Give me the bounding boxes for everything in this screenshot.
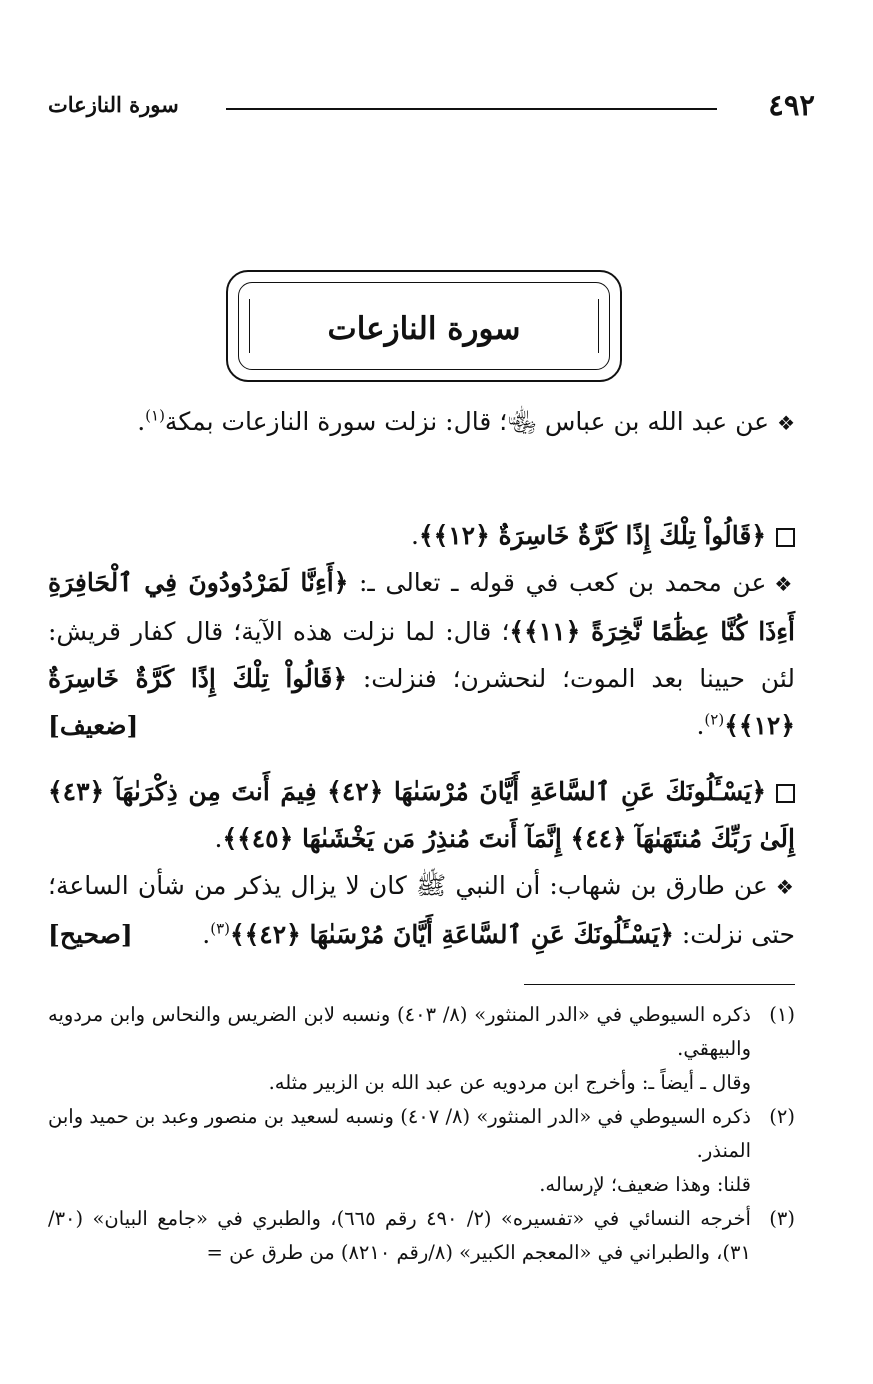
main-text [48, 398, 795, 447]
footnote-1 [48, 998, 795, 1100]
verse-block-1: ﴿قَالُواْ تِلْكَ إِذًا كَرَّةٌ خَاسِرَةٌ ﴿١٢﴾﴾. [48, 512, 795, 559]
footnote-line: أخرجه النسائي في «تفسيره» (٢/ ٤٩٠ رقم ٦٦٥)، والطبري في «جامع البيان» (٣٠/ ٣١)، والطبراني في «المعجم الكبير» (٨/رقم ٨٢١٠) من طرق عن = [48, 1207, 751, 1264]
page-number: ٤٩٢ [768, 88, 815, 122]
diamond-bullet-icon: ❖ [777, 411, 795, 435]
grade-label: [ضعيف] [48, 711, 139, 740]
footnote-ref-2: (٢) [704, 710, 725, 729]
footnote-line: وقال ـ أيضاً ـ: وأخرج ابن مردويه عن عبد الله بن الزبير مثله. [268, 1071, 751, 1094]
main-text-2 [48, 512, 795, 749]
title-frame [226, 270, 622, 382]
footnote-line: ذكره السيوطي في «الدر المنثور» (٨/ ٤٠٧) ونسبه لسعيد بن منصور وعبد بن حميد وابن المنذر. [48, 1105, 751, 1162]
main-text-3 [48, 768, 795, 958]
diamond-bullet-icon: ❖ [774, 572, 795, 596]
footnote-3 [48, 1202, 795, 1270]
diamond-bullet-icon: ❖ [775, 875, 795, 899]
square-bullet-icon [776, 528, 795, 547]
footnote-line: ذكره السيوطي في «الدر المنثور» (٨/ ٤٠٣) ونسبه لابن الضريس والنحاس وابن مردويه والبيهقي. [48, 1003, 751, 1060]
footnote-number: (٣) [769, 1207, 795, 1230]
surah-title: سورة النازعات [327, 311, 521, 347]
footnote-number: (١) [769, 1003, 795, 1026]
running-header [48, 90, 815, 130]
footnote-line: قلنا: وهذا ضعيف؛ لإرساله. [539, 1173, 751, 1196]
hadith-paragraph-3: ❖عن طارق بن شهاب: أن النبي ﷺ كان لا يزال يذكر من شأن الساعة؛ حتى نزلت: ﴿يَسْـَٔلُونَكَ عَنِ ٱلسَّاعَةِ أَيَّانَ مُرْسَىٰهَا ﴿٤٢﴾﴾$^{(٣)}$. [صحيح] [48, 862, 795, 958]
grade-label: [صحيح] [48, 920, 133, 949]
verse-block-2: ﴿يَسْـَٔلُونَكَ عَنِ ٱلسَّاعَةِ أَيَّانَ مُرْسَىٰهَا ﴿٤٢﴾ فِيمَ أَنتَ مِن ذِكْرَىٰهَآ ﴿٤٣﴾ إِلَىٰ رَبِّكَ مُنتَهَىٰهَآ ﴿٤٤﴾ إِنَّمَآ أَنتَ مُنذِرُ مَن يَخْشَىٰهَا ﴿٤٥﴾﴾. [48, 777, 795, 853]
footnote-separator [524, 984, 795, 985]
footnote-ref-1: (١) [145, 406, 165, 425]
footnotes [48, 998, 795, 1270]
header-rule [226, 108, 717, 110]
footnote-number: (٢) [769, 1105, 795, 1128]
footnote-2 [48, 1100, 795, 1202]
quran-verse: ﴿يَسْـَٔلُونَكَ عَنِ ٱلسَّاعَةِ أَيَّانَ مُرْسَىٰهَا ﴿٤٢﴾﴾ [229, 920, 674, 949]
title-frame-inner [238, 282, 610, 370]
quran-verse: ﴿أَءِنَّا لَمَرْدُودُونَ فِي ٱلْحَافِرَةِ أَءِذَا كُنَّا عِظَٰمًا نَّخِرَةً ﴿١١﴾﴾ [48, 568, 795, 646]
square-bullet-icon [776, 784, 795, 803]
quran-verse: ﴿قَالُواْ تِلْكَ إِذًا كَرَّةٌ خَاسِرَةٌ ﴿١٢﴾﴾ [418, 521, 766, 550]
hadith-paragraph-1: ❖عن عبد الله بن عباس ﵄؛ قال: نزلت سورة النازعات بمكة$^{(١)}$. [137, 406, 795, 436]
quran-verse: ﴿قَالُواْ تِلْكَ إِذًا كَرَّةٌ خَاسِرَةٌ ﴿١٢﴾﴾ [48, 664, 795, 740]
footnote-ref-3: (٣) [210, 919, 230, 938]
header-surah-name: سورة النازعات [48, 92, 179, 117]
hadith-paragraph-2: ❖عن محمد بن كعب في قوله ـ تعالى ـ: ﴿أَءِنَّا لَمَرْدُودُونَ فِي ٱلْحَافِرَةِ أَءِذَا كُنَّا عِظَٰمًا نَّخِرَةً ﴿١١﴾﴾؛ قال: لما نزلت هذه الآية؛ قال كفار قريش: لئن حيينا بعد الموت؛ لنحشرن؛ فنزلت: ﴿قَالُواْ تِلْكَ إِذًا كَرَّةٌ خَاسِرَةٌ ﴿١٢﴾﴾$^{(٢)}$. [ضعيف] [48, 559, 795, 749]
quran-verse: ﴿يَسْـَٔلُونَكَ عَنِ ٱلسَّاعَةِ أَيَّانَ مُرْسَىٰهَا ﴿٤٢﴾ فِيمَ أَنتَ مِن ذِكْرَىٰهَآ ﴿٤٣﴾ إِلَىٰ رَبِّكَ مُنتَهَىٰهَآ ﴿٤٤﴾ إِنَّمَآ أَنتَ مُنذِرُ مَن يَخْشَىٰهَا ﴿٤٥﴾﴾ [48, 777, 795, 853]
